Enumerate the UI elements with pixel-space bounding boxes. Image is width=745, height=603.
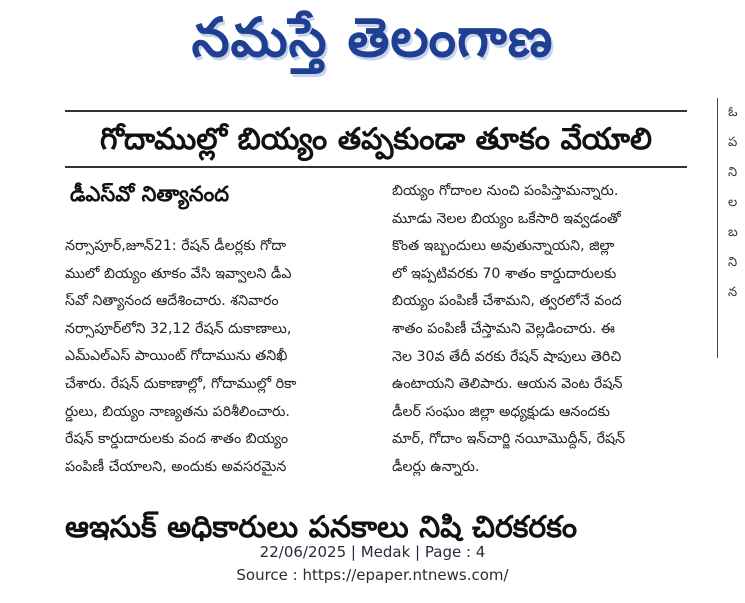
article-text-line: పంపిణీ చేయాలని, అందుకు అవసరమైన [65,458,287,475]
article-headline: గోదాముల్లో బియ్యం తప్పకుండా తూకం వేయాలి [100,122,652,157]
article-text-line: నర్సాపూర్‌లోని 32,12 రేషన్ దుకాణాలు, [65,320,292,337]
adjacent-article-edge: ఓ ప ని ల బ ని న [728,105,738,300]
article-text-line: మార్, గోదాం ఇన్‌చార్జి నయీమొద్దీన్, రేషన్ [392,431,626,448]
article-text-line: మూడు నెలల బియ్యం ఒకేసారి ఇవ్వడంతో [392,210,621,227]
article-text-line: చేశారు. రేషన్ దుకాణాల్లో, గోదాముల్లో రికా [65,375,297,392]
article-text-line: ఎమ్ఎల్ఎస్ పాయింట్ గోదామును తనిఖీ [65,348,288,365]
article-text-line: డీలర్ సంఘం జిల్లా అధ్యక్షుడు ఆనందకు [392,403,610,420]
article-column-left [65,233,371,481]
column-divider [717,98,718,358]
newspaper-masthead: నమస్తే తెలంగాణ [191,5,554,69]
article-text-line: నెల 30వ తేదీ వరకు రేషన్ షాపులు తెరిచి [392,348,622,365]
article-column-right [392,178,692,482]
headline-bottom-rule [65,166,687,168]
article-text-line: డీలర్లు ఉన్నారు. [392,458,480,475]
footer-source: Source : https://epaper.ntnews.com/ [236,566,509,584]
article-text-line: ర్డులు, బియ్యం నాణ్యతను పరిశీలించారు. [65,403,290,420]
article-text-line: ములో బియ్యం తూకం వేసి ఇవ్వాలని డీఎ [65,265,292,282]
footer-date-edition: 22/06/2025 | Medak | Page : 4 [259,543,486,561]
article-text-line: రేషన్ కార్డుదారులకు వంద శాతం బియ్యం [65,431,289,448]
article-text-line: బియ్యం పంపిణీ చేశామని, త్వరలోనే వంద [392,293,622,310]
article-text-line: ఉంటాయని తెలిపారు. ఆయన వెంట రేషన్ [392,376,623,393]
headline-top-rule [65,110,687,112]
article-byline: డీఎస్‌వో నిత్యానంద [70,182,230,206]
article-text-line: లో ఇప్పటివరకు 70 శాతం కార్డుదారులకు [392,265,617,282]
next-headline-cutoff: ఆఇసుక్ అధికారులు పనకాలు నిషి చిరకరకం [65,510,578,545]
article-text-line: కొంత ఇబ్బందులు అవుతున్నాయని, జిల్లా [392,238,615,255]
article-text-line: స్‌వో నిత్యానంద ఆదేశించారు. శనివారం [65,293,279,310]
article-text-line: శాతం పంపిణీ చేస్తామని వెల్లడించారు. ఈ [392,320,616,337]
article-text-line: నర్సాపూర్,జూన్21: రేషన్ డీలర్లకు గోదా [65,238,287,254]
article-text-line: బియ్యం గోదాంల నుంచి పంపిస్తామన్నారు. [392,183,619,199]
